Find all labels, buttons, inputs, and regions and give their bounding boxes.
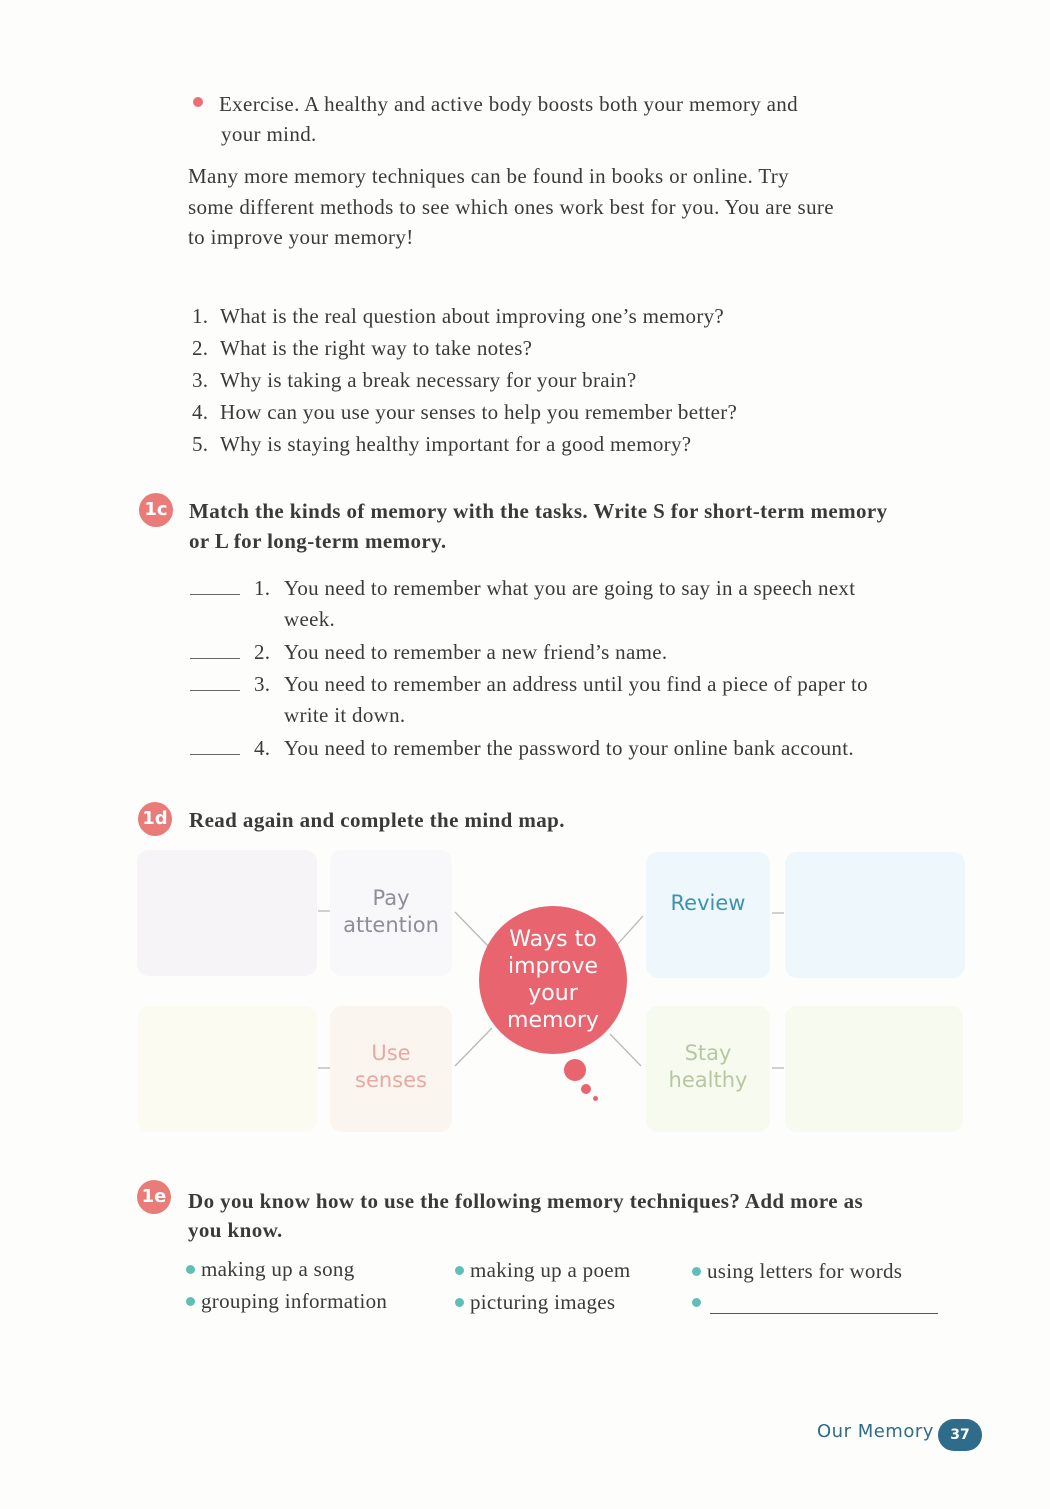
technique-item-blank <box>692 1290 707 1315</box>
technique-item: making up a song <box>186 1257 355 1282</box>
technique-item: picturing images <box>455 1290 615 1315</box>
section-1e-heading-line-1: Do you know how to use the following memory techniques? Add more as <box>188 1189 864 1213</box>
question-5: 5. Why is staying healthy important for a good memory? <box>192 432 692 456</box>
technique-item: grouping information <box>186 1289 387 1314</box>
section-badge-1c: 1c <box>139 493 173 527</box>
task-2: 2. You need to remember a new friend’s name. <box>254 640 668 664</box>
decorative-dot-large <box>564 1059 586 1081</box>
question-1: 1. What is the real question about improving one’s memory? <box>192 304 725 328</box>
exercise-bullet-line-2: your mind. <box>221 122 317 146</box>
section-1d-heading: Read again and complete the mind map. <box>189 808 565 832</box>
mind-map-center: Ways to improve your memory <box>479 906 627 1054</box>
teal-bullet <box>455 1298 464 1307</box>
decorative-dot-small <box>593 1096 598 1101</box>
teal-bullet <box>692 1267 701 1276</box>
teal-bullet <box>186 1297 195 1306</box>
exercise-bullet-line-1: Exercise. A healthy and active body boosts both your memory and <box>219 92 799 116</box>
paragraph-line-3: to improve your memory! <box>188 225 414 249</box>
teal-bullet <box>455 1266 464 1275</box>
section-badge-1d: 1d <box>138 802 172 836</box>
teal-bullet <box>692 1298 701 1307</box>
task-1: 1. You need to remember what you are going to say in a speech next week. <box>254 576 856 631</box>
question-2: 2. What is the right way to take notes? <box>192 336 533 360</box>
paragraph-line-1: Many more memory techniques can be found in books or online. Try <box>188 164 789 188</box>
node-pay-attention: Pay attention <box>330 850 452 976</box>
question-3: 3. Why is taking a break necessary for your brain? <box>192 368 637 392</box>
page-number: 37 <box>938 1419 982 1451</box>
technique-answer-line[interactable] <box>710 1313 938 1314</box>
answer-box-stay-healthy[interactable] <box>785 1006 963 1132</box>
technique-item: making up a poem <box>455 1258 631 1283</box>
technique-item: using letters for words <box>692 1259 902 1284</box>
answer-box-use-senses[interactable] <box>137 1006 317 1132</box>
decorative-dot-medium <box>581 1084 591 1094</box>
answer-box-pay-attention[interactable] <box>137 850 317 976</box>
section-1e-heading-line-2: you know. <box>188 1218 283 1242</box>
task-4: 4. You need to remember the password to your online bank account. <box>254 736 854 760</box>
section-badge-1e: 1e <box>137 1180 171 1214</box>
paragraph-line-2: some different methods to see which ones work best for you. You are sure <box>188 195 834 219</box>
task-3: 3. You need to remember an address until you find a piece of paper to write it down. <box>254 672 868 727</box>
teal-bullet <box>186 1265 195 1274</box>
node-use-senses: Use senses <box>330 1006 452 1132</box>
node-review: Review <box>646 852 770 978</box>
footer-unit-title: Our Memory <box>817 1421 934 1442</box>
section-1c-heading-line-2: or L for long-term memory. <box>189 529 447 553</box>
answer-box-review[interactable] <box>785 852 965 978</box>
question-4: 4. How can you use your senses to help you remember better? <box>192 400 738 424</box>
section-1c-heading-line-1: Match the kinds of memory with the tasks. Write S for short-term memory <box>189 499 888 523</box>
node-stay-healthy: Stay healthy <box>646 1006 770 1132</box>
